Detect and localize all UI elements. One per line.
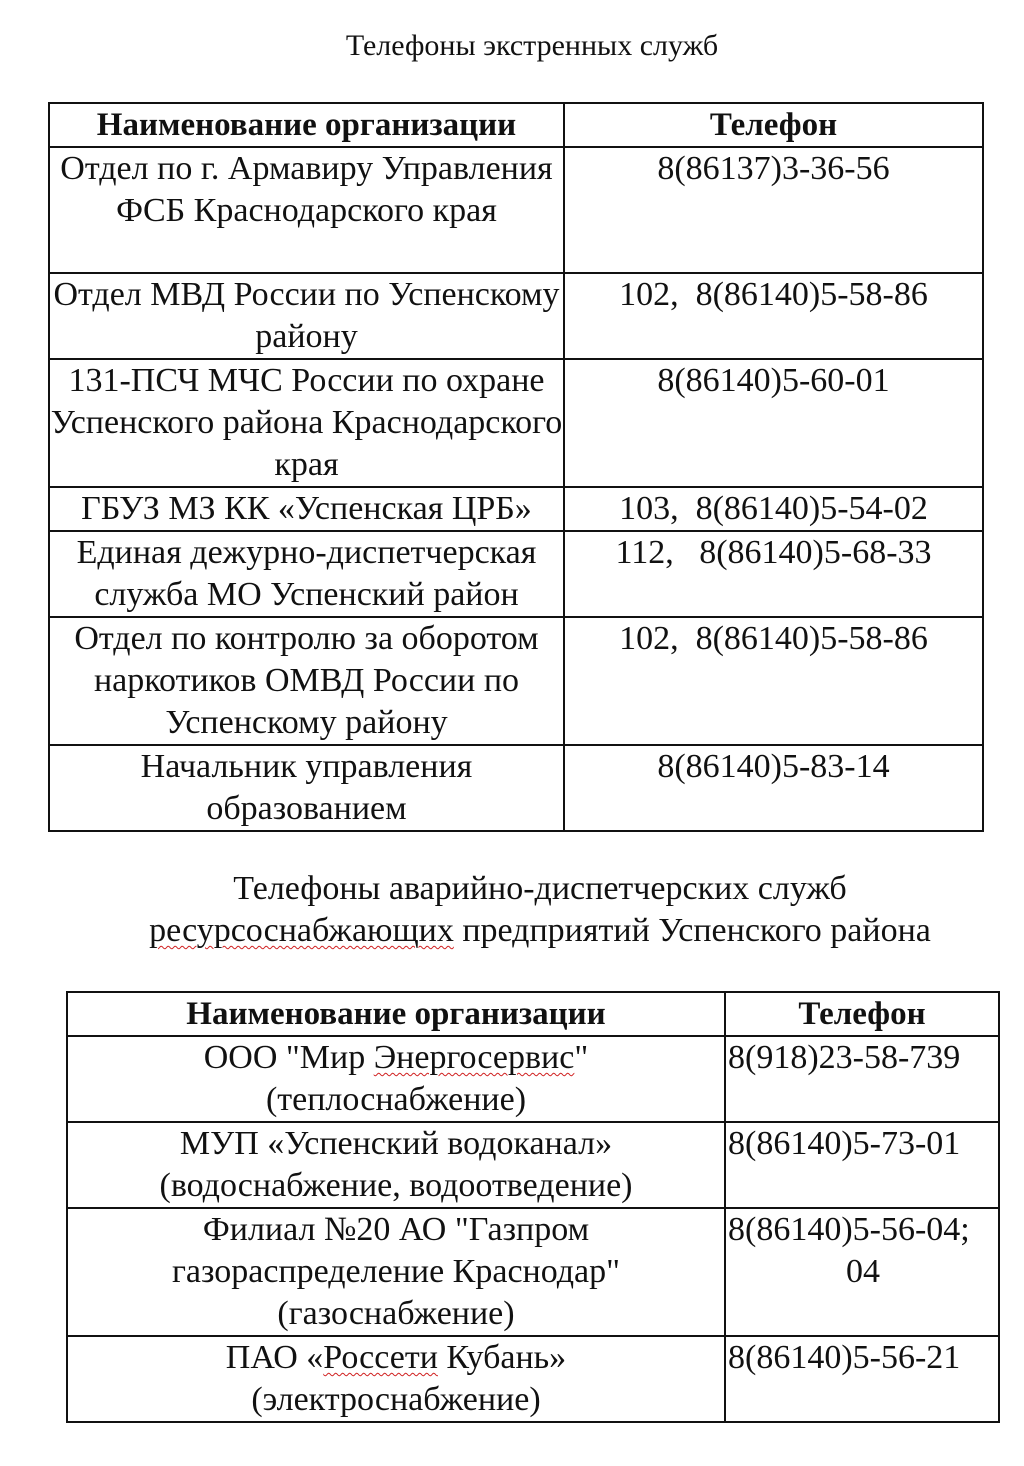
org-text: Филиал №20 АО "Газпром газораспределение Краснодар" (171, 1211, 621, 1290)
column-header-organization: Наименование организации (67, 992, 725, 1036)
title-text: предприятий Успенского района (453, 912, 931, 949)
table-row (49, 273, 983, 359)
service-type: (электроснабжение) (251, 1381, 541, 1418)
phone-number: 8(86140)5-73-01 (725, 1122, 999, 1208)
organization-name: ГБУЗ МЗ КК «Успенская ЦРБ» (49, 487, 564, 531)
table-row (49, 359, 983, 487)
org-text: Кубань» (437, 1339, 567, 1376)
organization-name (67, 1122, 725, 1208)
emergency-services-table (48, 102, 984, 832)
phone-number: 102, 8(86140)5-58-86 (564, 617, 983, 745)
phone-text-continued: 04 (846, 1253, 880, 1290)
spellcheck-word: Россети (323, 1339, 438, 1376)
organization-name: Начальник управления образованием (49, 745, 564, 831)
organization-name (67, 1336, 725, 1422)
service-type: (теплоснабжение) (265, 1081, 527, 1118)
org-text: ООО "Мир (203, 1039, 374, 1076)
organization-name: Отдел по г. Армавиру Управления ФСБ Краснодарского края (49, 147, 564, 273)
table-row (67, 1336, 999, 1422)
table-row (67, 1208, 999, 1336)
organization-name: Единая дежурно-диспетчерская служба МО Успенский район (49, 531, 564, 617)
organization-name (67, 1208, 725, 1336)
organization-name: 131-ПСЧ МЧС России по охране Успенского района Краснодарского края (49, 359, 564, 487)
service-type: (водоснабжение, водоотведение) (159, 1167, 633, 1204)
table-row (49, 531, 983, 617)
phone-number: 102, 8(86140)5-58-86 (564, 273, 983, 359)
utility-services-title-line1: Телефоны аварийно-диспетчерских служб (233, 870, 847, 907)
table-header-row (49, 103, 983, 147)
org-text: " (574, 1039, 589, 1076)
phone-number: 103, 8(86140)5-54-02 (564, 487, 983, 531)
phone-number: 8(86140)5-56-21 (725, 1336, 999, 1422)
phone-number (725, 1208, 999, 1336)
organization-name: Отдел МВД России по Успенскому району (49, 273, 564, 359)
spellcheck-word: ресурсоснабжающих (149, 912, 454, 949)
org-text: ПАО « (225, 1339, 324, 1376)
phone-text: 8(86140)5-56-04; (728, 1211, 970, 1248)
table-row (67, 1122, 999, 1208)
emergency-services-title: Телефоны экстренных служб (345, 29, 719, 62)
phone-number: 8(918)23-58-739 (725, 1036, 999, 1122)
org-text: МУП «Успенский водоканал» (179, 1125, 613, 1162)
table-row (67, 1036, 999, 1122)
utility-services-title (60, 868, 1020, 952)
organization-name: Отдел по контролю за оборотом наркотиков ОМВД России по Успенскому району (49, 617, 564, 745)
utility-services-title-line2 (60, 910, 1020, 952)
spellcheck-word: Энергосервис (373, 1039, 575, 1076)
column-header-phone: Телефон (564, 103, 983, 147)
table-row (49, 487, 983, 531)
phone-number: 112, 8(86140)5-68-33 (564, 531, 983, 617)
organization-name (67, 1036, 725, 1122)
phone-number: 8(86137)3-36-56 (564, 147, 983, 273)
column-header-phone: Телефон (725, 992, 999, 1036)
table-row (49, 617, 983, 745)
utility-services-table (66, 991, 1000, 1423)
table-header-row (67, 992, 999, 1036)
phone-number: 8(86140)5-60-01 (564, 359, 983, 487)
phone-number: 8(86140)5-83-14 (564, 745, 983, 831)
column-header-organization: Наименование организации (49, 103, 564, 147)
table-row (49, 147, 983, 273)
service-type: (газоснабжение) (277, 1295, 515, 1332)
table-row (49, 745, 983, 831)
